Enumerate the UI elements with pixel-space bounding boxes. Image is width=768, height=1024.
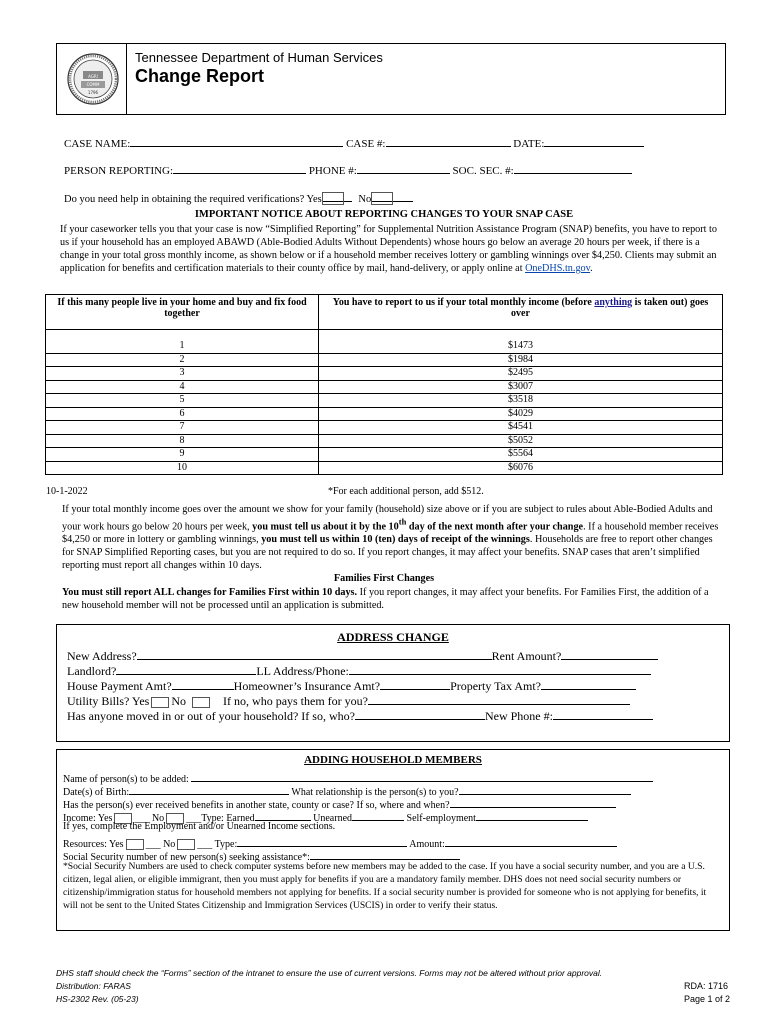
phone-label: PHONE #:	[308, 165, 357, 177]
phone-field[interactable]	[357, 161, 450, 174]
household-size-cell: 1	[46, 340, 319, 353]
table-row	[46, 421, 723, 435]
ll-address-field[interactable]	[349, 662, 651, 675]
footer-form-number: HS-2302 Rev. (05-23)	[56, 994, 139, 1004]
house-payment-field[interactable]	[172, 677, 234, 690]
svg-text:AGRI: AGRI	[88, 74, 98, 79]
utility-no-label: No	[171, 694, 187, 708]
household-size-cell: 8	[46, 434, 319, 448]
resources-type-field[interactable]	[237, 834, 407, 847]
household-size-cell: 5	[46, 394, 319, 408]
table-row	[46, 367, 723, 381]
table-row	[46, 394, 723, 408]
families-first-heading: Families First Changes	[333, 573, 435, 584]
snap-notice-body	[60, 223, 720, 275]
verification-no-checkbox[interactable]	[371, 192, 393, 205]
footer-page-number: Page 1 of 2	[684, 994, 731, 1004]
additional-person-note: *For each additional person, add $512.	[328, 486, 484, 497]
household-size-cell: 2	[46, 353, 319, 367]
address-change-title: ADDRESS CHANGE	[337, 630, 449, 644]
relationship-label: What relationship is the person(s) to you?	[291, 787, 459, 798]
landlord-label: Landlord?	[67, 664, 117, 678]
notice-text-end: .	[590, 263, 593, 274]
household-size-cell: 10	[46, 461, 319, 475]
date-field[interactable]	[544, 134, 644, 147]
footer-distribution: Distribution: FARAS	[56, 981, 131, 991]
resources-type-label: Type:	[214, 839, 238, 850]
income-limit-header	[319, 295, 723, 330]
house-payment-label: House Payment Amt?	[67, 679, 172, 693]
resources-yes-label: Resources: Yes	[63, 839, 124, 850]
income-header-underline: anything	[594, 297, 633, 308]
household-size-cell: 7	[46, 421, 319, 435]
footer-rda: RDA: 1716	[684, 981, 729, 991]
date-label: DATE:	[513, 138, 545, 150]
case-row	[64, 134, 644, 150]
income-limit-table	[45, 294, 723, 475]
svg-text:COMM: COMM	[86, 82, 100, 87]
case-name-field[interactable]	[130, 134, 343, 147]
resources-no-label: No	[163, 839, 176, 850]
income-unearned-field[interactable]	[352, 808, 404, 821]
ll-address-label: LL Address/Phone:	[256, 664, 349, 678]
homeowners-insurance-field[interactable]	[380, 677, 450, 690]
income-unearned-label: Unearned	[313, 813, 353, 824]
relationship-field[interactable]	[459, 782, 631, 795]
notice-text: If your caseworker tells you that your case is now “Simplified Reporting” for Supplemental Nutrition Assistance Program (SNAP) benefits, you have to report to us if your household has an employed ABAWD (Able-Bodied Adults Without Dependents) whose hours go below an average 20 hours per week, if there is a change in your total gross monthly income, as shown below or if a household member receives lottery or gambling winnings over $4,250. Clients may submit an application for benefits and certification materials to their county office by mail, hand-delivery, or apply online at	[60, 224, 717, 274]
utility-yes-label: Utility Bills? Yes	[67, 694, 150, 708]
household-size-cell: 9	[46, 448, 319, 462]
resources-row: Resources: Yes ___ No ___ Type: Amount:	[63, 834, 617, 850]
self-employment-label: Self-employment	[406, 813, 476, 824]
income-earned-field[interactable]	[255, 808, 311, 821]
table-row	[46, 340, 723, 353]
families-first-text	[62, 586, 726, 612]
new-member-ssn-label: Social Security number of new person(s) seeking assistance*:	[63, 852, 310, 863]
spacer-cell	[319, 330, 723, 341]
income-limit-cell: $6076	[319, 461, 723, 475]
complete-sections-note: If yes, complete the Employment and/or Unearned Income sections.	[63, 821, 336, 832]
rules-lottery-text: . If a household member receives $4,250 or more in lottery or gambling winnings,	[62, 521, 719, 546]
household-size-header: If this many people live in your home and buy and fix food together	[46, 295, 319, 330]
form-title: Change Report	[135, 66, 265, 86]
income-yes-label: Income: Yes	[63, 813, 113, 824]
verification-question: Do you need help in obtaining the required verifications? Yes	[64, 194, 322, 205]
income-row: Income: Yes ___ No ___Type: Earned Unearned Self-employment	[63, 808, 588, 824]
rules-text: If your total monthly income goes over the amount we show for your family (household) size above or if you are subject to rules about Able-Bodied Adults and your work hours go below 20 hours per week,	[62, 504, 713, 533]
who-pays-field[interactable]	[368, 692, 630, 705]
income-header-text-end: is taken out) goes over	[511, 297, 709, 319]
income-limit-cell: $3518	[319, 394, 723, 408]
household-size-cell: 4	[46, 380, 319, 394]
person-row	[64, 161, 632, 177]
form-header	[56, 43, 726, 115]
ssn-field[interactable]	[514, 161, 632, 174]
dob-label: Date(s) of Birth:	[63, 787, 130, 798]
income-limit-cell: $1984	[319, 353, 723, 367]
household-size-cell: 3	[46, 367, 319, 381]
new-phone-field[interactable]	[553, 707, 653, 720]
household-members-section	[56, 749, 730, 931]
new-member-ssn-field[interactable]	[310, 847, 460, 860]
self-employment-field[interactable]	[476, 808, 588, 821]
household-moved-field[interactable]	[355, 707, 485, 720]
prior-benefits-field[interactable]	[450, 795, 616, 808]
address-change-section	[56, 624, 730, 742]
property-tax-label: Property Tax Amt?	[450, 679, 541, 693]
verification-yes-checkbox[interactable]	[322, 192, 344, 205]
families-first-detail: If you report changes, it may affect your benefits. For Families First, the addition of a new household member will not be processed until an application is submitted.	[62, 587, 709, 611]
reporting-rules-text	[62, 503, 726, 572]
income-table-body	[46, 330, 723, 475]
homeowners-insurance-label: Homeowner’s Insurance Amt?	[233, 679, 381, 693]
person-reporting-field[interactable]	[173, 161, 306, 174]
prior-benefits-label: Has the person(s) ever received benefits in another state, county or case? If so, where and when?	[63, 800, 450, 811]
table-row	[46, 448, 723, 462]
case-number-label: CASE #:	[346, 138, 386, 150]
income-limit-cell: $4029	[319, 407, 723, 421]
moved-row	[67, 707, 653, 724]
household-moved-label: Has anyone moved in or out of your household? If so, who?	[67, 709, 355, 723]
landlord-field[interactable]	[116, 662, 256, 675]
income-no-label: No	[151, 813, 165, 824]
resources-amount-field[interactable]	[445, 834, 617, 847]
effective-date-note: 10-1-2022	[46, 486, 88, 497]
who-pays-label: If no, who pays them for you?	[223, 694, 368, 708]
rules-deadline: you must tell us about it by the 10	[252, 521, 399, 533]
table-row	[46, 407, 723, 421]
rules-deadline-end: day of the next month after your change	[406, 521, 584, 533]
table-row	[46, 434, 723, 448]
rules-other-changes: . Households are free to report other changes for SNAP Simplified Reporting cases, but you are not required to do so. If you report changes, it may affect your benefits. SNAP cases that aren’t simplified reporting must report all changes within 10 days.	[62, 534, 713, 572]
new-address-field[interactable]	[137, 647, 492, 660]
income-limit-cell: $5564	[319, 448, 723, 462]
table-row	[46, 461, 723, 475]
case-number-field[interactable]	[386, 134, 511, 147]
person-reporting-label: PERSON REPORTING:	[64, 165, 174, 177]
verification-row	[64, 189, 395, 205]
names-label: Name of person(s) to be added:	[63, 774, 189, 785]
footer-staff-note: DHS staff should check the “Forms” section of the intranet to ensure the use of current versions. Forms may not be altered without prior approval.	[56, 968, 603, 978]
names-field[interactable]	[191, 769, 653, 782]
household-size-cell: 6	[46, 407, 319, 421]
svg-text:1796: 1796	[87, 90, 99, 95]
income-header-text: You have to report to us if your total monthly income (before	[332, 297, 595, 308]
household-members-title: ADDING HOUSEHOLD MEMBERS	[304, 754, 482, 766]
new-phone-label: New Phone #:	[484, 709, 553, 723]
new-address-label: New Address?	[67, 649, 137, 663]
rent-amount-field[interactable]	[561, 647, 658, 660]
seal-cell	[57, 44, 127, 114]
spacer-cell	[46, 330, 319, 341]
ssn-label: SOC. SEC. #:	[452, 165, 514, 177]
income-limit-cell: $4541	[319, 421, 723, 435]
rules-deadline-sup: th	[398, 517, 407, 527]
income-earned-label: Type: Earned	[201, 813, 255, 824]
snap-notice-heading: IMPORTANT NOTICE ABOUT REPORTING CHANGES TO YOUR SNAP CASE	[194, 209, 574, 220]
property-tax-field[interactable]	[541, 677, 636, 690]
income-limit-cell: $2495	[319, 367, 723, 381]
resources-amount-label: Amount:	[409, 839, 445, 850]
rules-lottery-deadline: you must tell us within 10 (ten) days of receipt of the winnings	[261, 534, 530, 546]
agency-name: Tennessee Department of Human Services	[135, 50, 383, 65]
income-limit-cell: $5052	[319, 434, 723, 448]
income-limit-cell: $3007	[319, 380, 723, 394]
income-limit-cell: $1473	[319, 340, 723, 353]
dob-field[interactable]	[129, 782, 289, 795]
verification-no-label: No	[358, 194, 372, 205]
families-first-requirement: You must still report ALL changes for Families First within 10 days.	[62, 587, 358, 598]
table-spacer-row	[46, 330, 723, 341]
case-name-label: CASE NAME:	[64, 138, 131, 150]
table-row	[46, 380, 723, 394]
table-row	[46, 353, 723, 367]
onedhs-link[interactable]: OneDHS.tn.gov	[525, 263, 591, 274]
ssn-usage-note: *Social Security Numbers are used to check computer systems before new members may be added to the case. If you have a social security number, and you are a U.S. citizen, legal alien, or eligible immigrant, then you must apply for benefits if you are a mandatory family member. DHS does not need social security numbers or citizenship/immigration status for household members not applying for benefits. If a social security number is provided for someone who is not applying for benefits, it will not be sent to the United States Citizenship and Immigration Services (USCIS) in order to verify their status.	[63, 861, 707, 911]
tennessee-seal-icon	[67, 53, 119, 105]
rent-amount-label: Rent Amount?	[491, 649, 562, 663]
